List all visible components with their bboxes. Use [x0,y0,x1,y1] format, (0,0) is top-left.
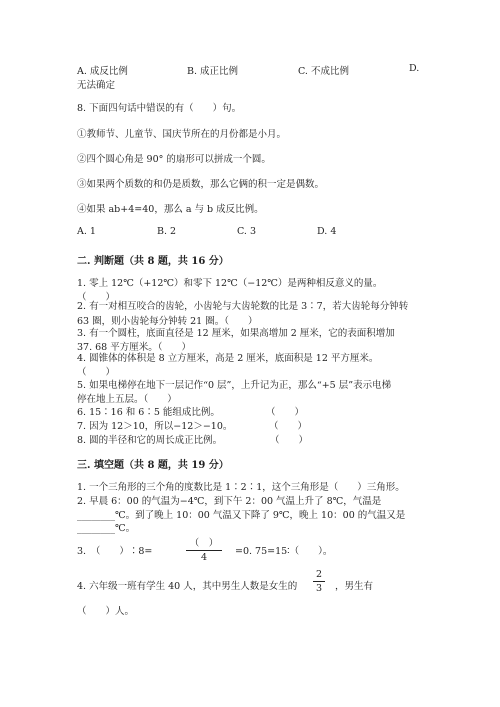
tf-q6-blank[interactable]: （ ） [266,407,305,418]
tf-q4-line2: （ ） [77,367,116,378]
tf-q6: 6. 15∶16 和 6∶5 能组成比例。 [77,407,220,418]
tf-q1-line2: （ ） [77,292,116,303]
option-a: A. 成反比例 [77,66,128,77]
q8-option-c: C. 3 [237,226,257,237]
q8-statement-2: ②四个圆心角是 90° 的扇形可以拼成一个圆。 [77,154,271,165]
fill-q2-line1: 2. 早晨 6：00 的气温为−4℃，到下午 2：00 气温上升了 8℃，气温是 [77,496,382,507]
tf-q8-blank[interactable]: （ ） [270,435,309,446]
tf-q5-line2: 停在地上五层。（ ） [77,394,177,405]
fill-q4-fraction [313,569,325,594]
tf-q3-line1: 3. 有一个圆柱，底面直径是 12 厘米，如果高增加 2 厘米，它的表面积增加 [77,328,395,339]
tf-q7-blank[interactable]: （ ） [269,421,308,432]
option-c: C. 不成比例 [298,66,349,77]
fraction-bar [186,550,222,551]
fraction-numerator[interactable]: （ ） [189,538,219,549]
tf-q3-line2: 37. 68 平方厘米。（ ） [77,342,191,353]
q8-option-d: D. 4 [317,226,337,237]
tf-q7: 7. 因为 12＞10，所以−12＞−10。 [77,421,233,432]
fill-q3-right: =0. 75=15∶（ ）。 [235,546,333,557]
option-d: D. [409,63,420,74]
fraction-denominator: 3 [315,583,323,594]
fill-q2-line3: ________℃。 [77,523,136,534]
fill-q1: 1. 一个三角形的三个角的度数比是 1∶2∶1，这个三角形是（ ）三角形。 [77,482,405,493]
tf-q5-line1: 5. 如果电梯停在地下一层记作“0 层”，上升记为正，那么“+5 层”表示电梯 [77,380,392,391]
q8-statement-1: ①教师节、儿童节、国庆节所在的月份都是小月。 [77,129,287,140]
section2-heading: 二. 判断题（共 8 题，共 16 分） [77,256,229,267]
fraction-denominator: 4 [200,552,208,563]
fraction-numerator: 2 [315,569,323,580]
q8-statement-4: ④如果 ab+4=40，那么 a 与 b 成反比例。 [77,204,264,215]
tf-q8: 8. 圆的半径和它的周长成正比例。 [77,435,223,446]
tf-q2-line2: 63 圈，则小齿轮每分钟转 21 圈。（ ） [77,316,258,327]
q8-option-b: B. 2 [157,226,177,237]
section3-heading: 三. 填空题（共 8 题，共 19 分） [77,460,229,471]
fill-q4-middle: ，男生有 [335,581,374,592]
q8-stem: 8. 下面四句话中错误的有（ ）句。 [77,103,242,114]
fill-q4-left: 4. 六年级一班有学生 40 人，其中男生人数是女生的 [77,581,298,592]
fill-q2-line2: ________℃。到了晚上 10：00 气温又下降了 9℃，晚上 10：00 的气温又是 [77,510,406,521]
q8-statement-3: ③如果两个质数的和仍是质数，那么它俩的积一定是偶数。 [77,179,325,190]
option-d-text: 无法确定 [77,80,116,91]
option-b: B. 成正比例 [187,66,239,77]
q8-option-a: A. 1 [77,226,96,237]
tf-q2-line1: 2. 有一对相互咬合的齿轮，小齿轮与大齿轮数的比是 3∶7，若大齿轮每分钟转 [77,301,409,312]
tf-q1-line1: 1. 零上 12℃（+12℃）和零下 12℃（−12℃）是两种相反意义的量。 [77,278,383,289]
fill-q3-left: 3. （ ）∶8= [77,546,153,557]
fill-q3-fraction [186,535,222,563]
fraction-bar [313,581,325,582]
tf-q4-line1: 4. 圆锥体的体积是 8 立方厘米，高是 2 厘米，底面积是 12 平方厘米。 [77,353,379,364]
fill-q4-answer[interactable]: （ ）人。 [77,606,135,617]
